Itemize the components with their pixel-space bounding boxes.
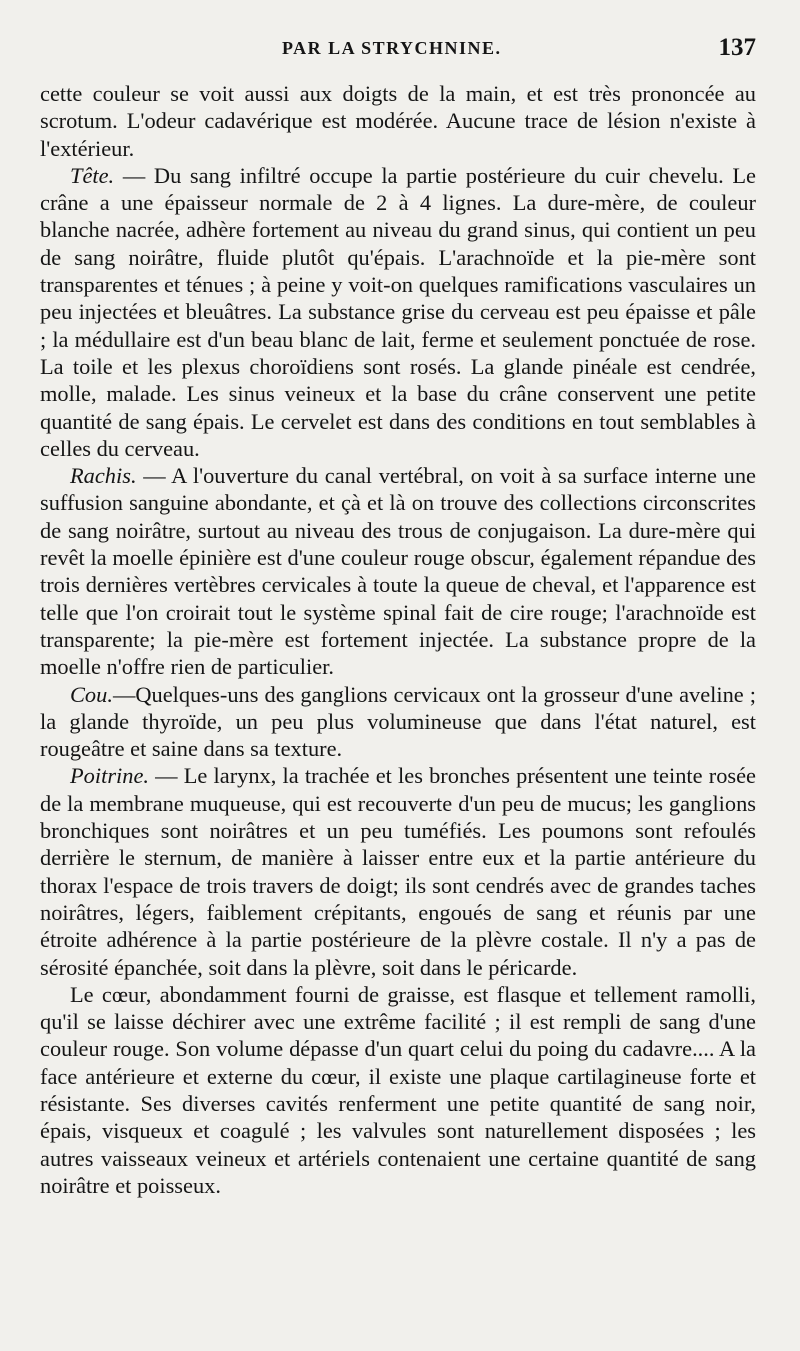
paragraph-rachis: [40, 462, 756, 680]
paragraph-poitrine: [40, 762, 756, 980]
paragraph-text: — Le larynx, la trachée et les bronches présentent une teinte rosée de la membrane muqueuse, qui est recouverte d'un peu de mucus; les ganglions bronchiques sont noirâtres et un peu tuméfiés. Les poumons sont refoulés derrière le sternum, de manière à laisser entre eux et la partie antérieure du thorax l'espace de trois travers de doigt; ils sont cendrés avec de grandes taches noirâtres, légers, faiblement crépitants, engoués de sang et réunis par une étroite adhérence à la partie postérieure de la plèvre costale. Il n'y a pas de sérosité épanchée, soit dans la plèvre, soit dans le péricarde.: [40, 763, 756, 980]
paragraph-cou: [40, 681, 756, 763]
paragraph-continuation: [40, 80, 756, 162]
paragraph-text: —Quelques-uns des ganglions cervicaux ont la grosseur d'une aveline ; la glande thyroïde, un peu plus volumineuse que dans l'état naturel, est rougeâtre et saine dans sa texture.: [40, 681, 756, 762]
section-heading-tete: Tête.: [70, 162, 115, 188]
paragraph-text: Le cœur, abondamment fourni de graisse, est flasque et tellement ramolli, qu'il se laisse déchirer avec une extrême facilité ; il est rempli de sang d'une couleur rouge. Son volume dépasse d'un quart celui du poing du cadavre.... A la face antérieure et externe du cœur, il existe une plaque cartilagineuse forte et résistante. Ses diverses cavités renferment une petite quantité de sang noir, épais, visqueux et coagulé ; les valvules sont naturellement disposées ; les autres vaisseaux veineux et artériels contenaient une certaine quantité de sang noirâtre et poisseux.: [40, 981, 756, 1198]
running-head: PAR LA STRYCHNINE.: [282, 38, 502, 58]
paragraph-text: — Du sang infiltré occupe la partie postérieure du cuir chevelu. Le crâne a une épaisseur normale de 2 à 4 lignes. La dure-mère, de couleur blanche nacrée, adhère fortement au niveau du grand sinus, qui contient un peu de sang noirâtre, fluide plutôt qu'épais. L'arachnoïde et la pie-mère sont transparentes et ténues ; à peine y voit-on quelques ramifications vasculaires un peu injectées et bleuâtres. La substance grise du cerveau est peu épaisse et pâle ; la médullaire est d'un beau blanc de lait, ferme et seulement ponctuée de rose. La toile et les plexus choroïdiens sont rosés. La glande pinéale est cendrée, molle, malade. Les sinus veineux et la base du crâne conservent une petite quantité de sang épais. Le cervelet est dans des conditions en tout semblables à celles du cerveau.: [40, 162, 756, 461]
paragraph-tete: [40, 162, 756, 462]
paragraph-coeur: [40, 981, 756, 1199]
page-number: 137: [718, 34, 756, 61]
page-header: [40, 32, 756, 80]
paragraph-text: — A l'ouverture du canal vertébral, on voit à sa surface interne une suffusion sanguine abondante, et çà et là on trouve des collections circonscrites de sang noirâtre, surtout au niveau des trous de conjugaison. La dure-mère qui revêt la moelle épinière est d'une couleur rouge obscur, également répandue des trois dernières vertèbres cervicales à toute la queue de cheval, et l'apparence est telle que l'on croirait tout le système spinal fait de cire rouge; l'arachnoïde est transparente; la pie-mère est fortement injectée. La substance propre de la moelle n'offre rien de particulier.: [40, 463, 756, 680]
paragraph-text: cette couleur se voit aussi aux doigts de la main, et est très prononcée au scrotum. L'odeur cadavérique est modérée. Aucune trace de lésion n'existe à l'extérieur.: [40, 81, 756, 161]
section-heading-rachis: Rachis.: [70, 463, 137, 489]
section-heading-cou: Cou.: [70, 681, 113, 707]
body-text: [40, 80, 756, 1199]
section-heading-poitrine: Poitrine.: [70, 763, 149, 789]
